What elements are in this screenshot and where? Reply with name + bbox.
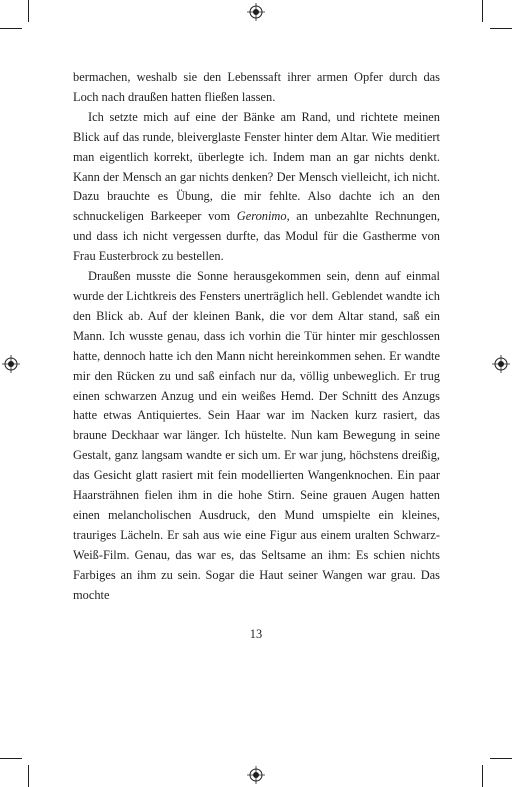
paragraph [73, 267, 440, 605]
text-segment: Draußen musste die Sonne herausgekommen sein, denn auf einmal wurde der Lichtkreis des Fensters unerträglich hell. Geblendet wandte ich den Blick ab. Auf der kleinen Bank, die vor dem Altar stand, saß ein Mann. Ich wusste genau, dass ich vorhin die Tür hinter mir geschlossen hatte, dennoch hatte ich den Mann nicht hereinkommen sehen. Er wandte mir den Rücken zu und saß einfach nur da, völlig unbeweglich. Er trug einen schwarzen Anzug und ein weißes Hemd. Der Schnitt des Anzugs hatte etwas Antiquiertes. Sein Haar war im Nacken kurz rasiert, das braune Deckhaar war länger. Ich hüstelte. Nun kam Bewegung in seine Gestalt, ganz langsam wandte er sich um. Er war jung, höchstens dreißig, das Gesicht glatt rasiert mit fein modellierten Wangenknochen. Ein paar Haarsträhnen fielen ihm in die hohe Stirn. Seine grauen Augen hatten einen melancholischen Ausdruck, den Mund umspielte ein kleines, trauriges Lächeln. Er sah aus wie eine Figur aus einem uralten Schwarz-Weiß-Film. Genau, das war es, das Seltsame an ihm: Es schien nichts Farbiges an ihm zu sein. Sogar die Haut seiner Wangen war grau. Das mochte [73, 269, 440, 602]
registration-mark-icon [247, 3, 265, 21]
crop-mark [0, 28, 22, 29]
registration-mark-icon [492, 355, 510, 373]
crop-mark [490, 28, 512, 29]
text-segment: bermachen, weshalb sie den Lebenssaft ihrer armen Opfer durch das Loch nach draußen hatten fließen lassen. [73, 70, 440, 104]
crop-mark [482, 765, 483, 787]
crop-mark [482, 0, 483, 22]
text-segment: , an unbezahlte Rechnungen, und dass ich nicht vergessen durfte, das Modul für die Gastherme von Frau Eusterbrock zu bestellen. [73, 209, 440, 264]
crop-mark [28, 0, 29, 22]
crop-mark [0, 758, 22, 759]
text-segment: Ich setzte mich auf eine der Bänke am Rand, und richtete meinen Blick auf das runde, bleiverglaste Fenster hinter dem Altar. Wie meditiert man eigentlich korrekt, überlegte ich. Indem man an gar nichts denkt. Kann der Mensch an gar nichts denken? Der Mensch vielleicht, ich nicht. Dazu brauchte es Übung, die mir fehlte. Also dachte ich an den schnuckeligen Barkeeper vom [73, 109, 440, 224]
registration-mark-icon [247, 766, 265, 784]
crop-mark [490, 758, 512, 759]
body-text [73, 68, 440, 605]
italic-title: Geronimo [236, 209, 287, 224]
paragraph [73, 68, 440, 108]
page-number: 13 [249, 627, 263, 641]
registration-mark-icon [2, 355, 20, 373]
paragraph [73, 108, 440, 267]
crop-mark [28, 765, 29, 787]
